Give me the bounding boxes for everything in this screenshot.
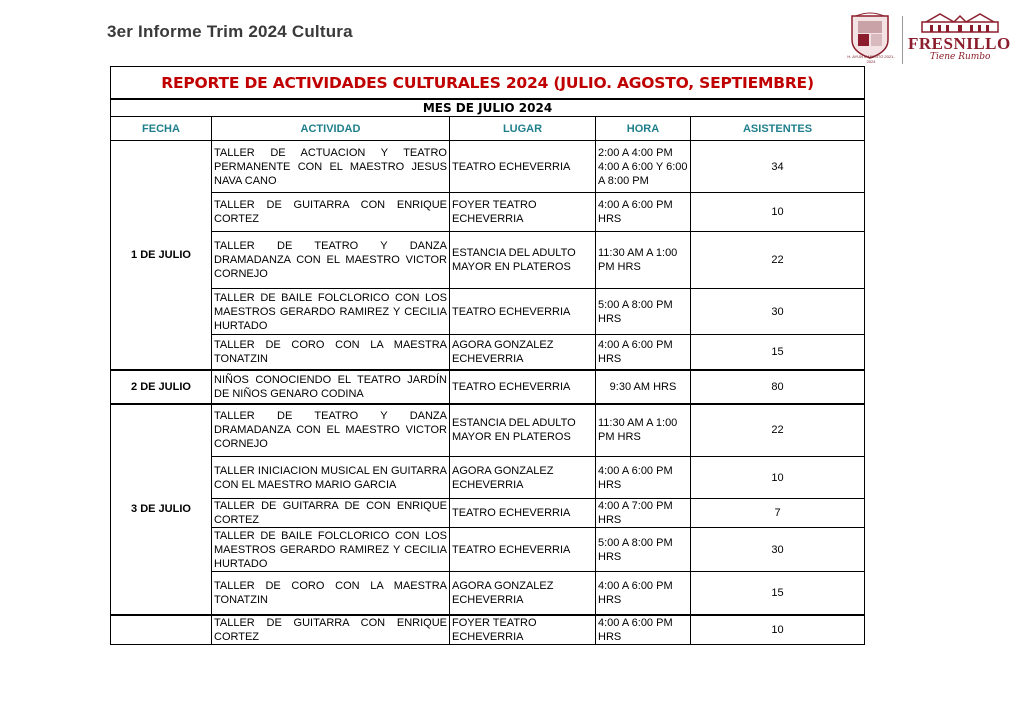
table-row (111, 615, 865, 645)
table-row (111, 528, 865, 572)
brand-logo (908, 12, 1018, 68)
activity-cell: TALLER DE CORO CON LA MAESTRA TONATZIN (212, 335, 450, 370)
place-cell: FOYER TEATRO ECHEVERRIA (450, 193, 596, 232)
time-cell: 9:30 AM HRS (596, 370, 691, 404)
activity-cell: TALLER DE BAILE FOLCLORICO CON LOS MAESTROS GERARDO RAMIREZ Y CECILIA HURTADO (212, 528, 450, 572)
attendees-cell: 15 (691, 572, 865, 615)
time-cell: 4:00 A 6:00 PM HRS (596, 193, 691, 232)
activity-cell: TALLER DE GUITARRA CON ENRIQUE CORTEZ (212, 193, 450, 232)
place-cell: ESTANCIA DEL ADULTO MAYOR EN PLATEROS (450, 404, 596, 457)
place-cell: FOYER TEATRO ECHEVERRIA (450, 615, 596, 645)
crest-caption: H. AYUNTAMIENTO 2021-2024 (847, 54, 895, 64)
activity-cell: TALLER DE TEATRO Y DANZA DRAMADANZA CON EL MAESTRO VICTOR CORNEJO (212, 232, 450, 289)
logos (846, 12, 1018, 68)
place-cell: TEATRO ECHEVERRIA (450, 289, 596, 335)
activity-cell: TALLER DE TEATRO Y DANZA DRAMADANZA CON EL MAESTRO VICTOR CORNEJO (212, 404, 450, 457)
time-cell: 2:00 A 4:00 PM 4:00 A 6:00 Y 6:00 A 8:00 PM (596, 141, 691, 193)
place-cell: AGORA GONZALEZ ECHEVERRIA (450, 572, 596, 615)
place-cell: ESTANCIA DEL ADULTO MAYOR EN PLATEROS (450, 232, 596, 289)
activities-report-table (110, 66, 865, 645)
report-title: REPORTE DE ACTIVIDADES CULTURALES 2024 (JULIO. AGOSTO, SEPTIEMBRE) (111, 67, 865, 100)
time-cell: 4:00 A 6:00 PM HRS (596, 572, 691, 615)
month-heading: MES DE JULIO 2024 (111, 99, 865, 117)
table-row (111, 335, 865, 370)
attendees-cell: 10 (691, 615, 865, 645)
column-header-asistentes: ASISTENTES (691, 117, 865, 141)
attendees-cell: 10 (691, 457, 865, 499)
activity-cell: TALLER INICIACION MUSICAL EN GUITARRA CON EL MAESTRO MARIO GARCIA (212, 457, 450, 499)
table-row (111, 193, 865, 232)
time-cell: 4:00 A 6:00 PM HRS (596, 335, 691, 370)
place-cell: TEATRO ECHEVERRIA (450, 141, 596, 193)
column-header-actividad: ACTIVIDAD (212, 117, 450, 141)
activity-cell: TALLER DE BAILE FOLCLORICO CON LOS MAESTROS GERARDO RAMIREZ Y CECILIA HURTADO (212, 289, 450, 335)
attendees-cell: 15 (691, 335, 865, 370)
brand-tagline: Tiene Rumbo (930, 52, 991, 62)
activity-cell: TALLER DE ACTUACION Y TEATRO PERMANENTE CON EL MAESTRO JESUS NAVA CANO (212, 141, 450, 193)
column-header-lugar: LUGAR (450, 117, 596, 141)
date-cell: 2 DE JULIO (111, 370, 212, 404)
time-cell: 5:00 A 8:00 PM HRS (596, 289, 691, 335)
attendees-cell: 80 (691, 370, 865, 404)
brand-name: FRESNILLO (908, 34, 1011, 53)
attendees-cell: 34 (691, 141, 865, 193)
time-cell: 11:30 AM A 1:00 PM HRS (596, 232, 691, 289)
logo-divider (902, 16, 903, 64)
table-row (111, 370, 865, 404)
place-cell: TEATRO ECHEVERRIA (450, 499, 596, 528)
table-row (111, 404, 865, 457)
attendees-cell: 30 (691, 289, 865, 335)
date-cell (111, 615, 212, 645)
time-cell: 4:00 A 6:00 PM HRS (596, 457, 691, 499)
place-cell: AGORA GONZALEZ ECHEVERRIA (450, 457, 596, 499)
place-cell: TEATRO ECHEVERRIA (450, 370, 596, 404)
table-row (111, 141, 865, 193)
column-header-fecha: FECHA (111, 117, 212, 141)
column-header-row (111, 117, 865, 141)
activity-cell: NIÑOS CONOCIENDO EL TEATRO JARDÍN DE NIÑOS GENARO CODINA (212, 370, 450, 404)
table-row (111, 289, 865, 335)
time-cell: 4:00 A 7:00 PM HRS (596, 499, 691, 528)
column-header-hora: HORA (596, 117, 691, 141)
place-cell: AGORA GONZALEZ ECHEVERRIA (450, 335, 596, 370)
activity-cell: TALLER DE GUITARRA DE CON ENRIQUE CORTEZ (212, 499, 450, 528)
attendees-cell: 10 (691, 193, 865, 232)
time-cell: 5:00 A 8:00 PM HRS (596, 528, 691, 572)
date-cell: 3 DE JULIO (111, 404, 212, 615)
activity-cell: TALLER DE GUITARRA CON ENRIQUE CORTEZ (212, 615, 450, 645)
date-cell: 1 DE JULIO (111, 141, 212, 370)
page-header-title: 3er Informe Trim 2024 Cultura (107, 22, 353, 41)
attendees-cell: 22 (691, 232, 865, 289)
time-cell: 11:30 AM A 1:00 PM HRS (596, 404, 691, 457)
attendees-cell: 30 (691, 528, 865, 572)
building-icon (920, 12, 1000, 34)
place-cell: TEATRO ECHEVERRIA (450, 528, 596, 572)
table-row (111, 457, 865, 499)
table-row (111, 499, 865, 528)
activity-cell: TALLER DE CORO CON LA MAESTRA TONATZIN (212, 572, 450, 615)
time-cell: 4:00 A 6:00 PM HRS (596, 615, 691, 645)
attendees-cell: 22 (691, 404, 865, 457)
table-row (111, 572, 865, 615)
table-row (111, 232, 865, 289)
attendees-cell: 7 (691, 499, 865, 528)
